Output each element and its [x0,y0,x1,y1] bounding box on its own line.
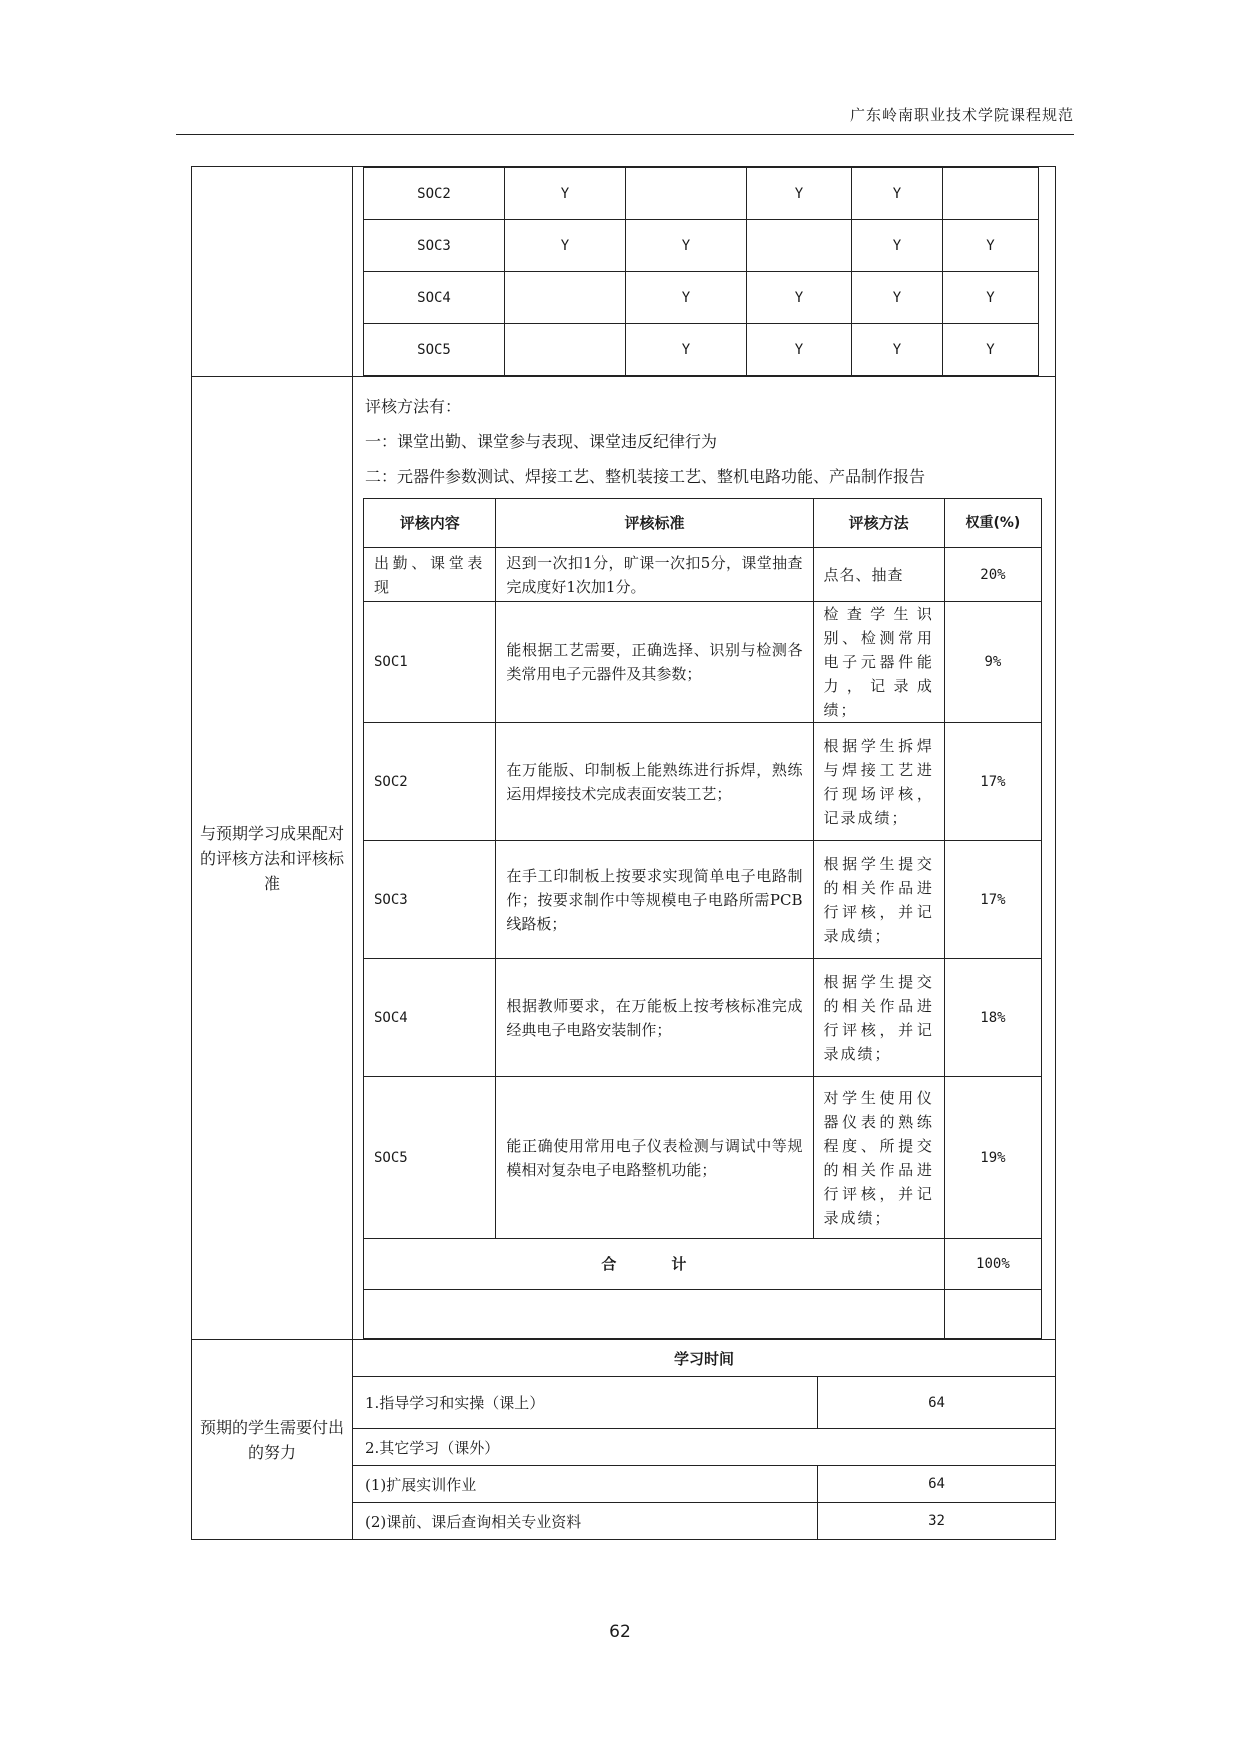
row-method: 根据学生拆焊与焊接工艺进行现场评核，记录成绩； [813,723,944,841]
effort-value: 32 [818,1503,1056,1540]
row-content: SOC2 [364,723,496,841]
method-2: 二：元器件参数测试、焊接工艺、整机装接工艺、整机电路功能、产品制作报告 [365,467,926,486]
row-weight: 17% [944,841,1041,959]
table-row [364,324,1039,376]
matrix-left-cell [192,167,353,376]
row-standard: 能根据工艺需要，正确选择、识别与检测各类常用电子元器件及其参数； [496,602,813,723]
total-value: 100% [944,1239,1041,1290]
table-row [353,1429,1055,1466]
row-method: 检查学生识别、检测常用电子元器件能力，记录成绩； [813,602,944,723]
effort-title: 学习时间 [673,1349,734,1368]
matrix-cell [505,272,626,324]
row-weight: 19% [944,1077,1041,1239]
row-method: 根据学生提交的相关作品进行评核，并记录成绩； [813,959,944,1077]
matrix-cell: Y [747,168,852,220]
row-method: 根据学生提交的相关作品进行评核，并记录成绩； [813,841,944,959]
matrix-cell: Y [943,324,1039,376]
matrix-cell: Y [626,220,747,272]
matrix-cell: Y [852,220,943,272]
row-standard: 能正确使用常用电子仪表检测与调试中等规模相对复杂电子电路整机功能； [496,1077,813,1239]
table-row [364,272,1039,324]
header-title: 广东岭南职业技术学院课程规范 [849,106,1074,124]
table-row [364,841,1042,959]
matrix-code: SOC3 [364,220,505,272]
header-standard: 评核标准 [496,499,813,548]
row-content: SOC3 [364,841,496,959]
header-rule [176,134,1074,135]
header-content: 评核内容 [364,499,496,548]
assessment-table [363,498,1042,1339]
table-row [364,1077,1042,1239]
matrix-cell: Y [626,272,747,324]
effort-section [192,1339,1055,1539]
row-weight: 9% [944,602,1041,723]
row-content: SOC4 [364,959,496,1077]
matrix-cell: Y [852,272,943,324]
table-row [364,168,1039,220]
total-row [364,1239,1042,1290]
assessment-methods [353,377,1055,498]
row-standard: 根据教师要求，在万能板上按考核标准完成经典电子电路安装制作； [496,959,813,1077]
course-spec-table [191,166,1056,1540]
table-row [353,1466,1055,1503]
matrix-cell [747,220,852,272]
matrix-section [192,167,1055,376]
matrix-cell: Y [626,324,747,376]
matrix-code: SOC4 [364,272,505,324]
matrix-cell: Y [505,168,626,220]
effort-title-row [353,1340,1055,1377]
effort-value: 64 [818,1377,1056,1429]
effort-table [353,1340,1055,1539]
row-standard: 在手工印制板上按要求实现简单电子电路制作；按要求制作中等规模电子电路所需PCB线路板； [496,841,813,959]
matrix-cell [943,168,1039,220]
header-weight: 权重(%) [944,499,1041,548]
matrix-code: SOC5 [364,324,505,376]
table-row [353,1377,1055,1429]
matrix-cell: Y [505,220,626,272]
outcome-matrix [363,167,1039,376]
table-row [364,723,1042,841]
header-method: 评核方法 [813,499,944,548]
row-weight: 18% [944,959,1041,1077]
table-row [353,1503,1055,1540]
effort-label: (1)扩展实训作业 [353,1466,818,1503]
table-header-row [364,499,1042,548]
row-weight: 20% [944,548,1041,602]
row-standard: 在万能版、印制板上能熟练进行拆焊，熟练运用焊接技术完成表面安装工艺； [496,723,813,841]
effort-label: 1.指导学习和实操（课上） [353,1377,818,1429]
matrix-cell: Y [943,220,1039,272]
matrix-cell [505,324,626,376]
effort-value: 64 [818,1466,1056,1503]
method-1: 一：课堂出勤、课堂参与表现、课堂违反纪律行为 [365,432,718,451]
matrix-code: SOC2 [364,168,505,220]
row-standard: 迟到一次扣1分，旷课一次扣5分，课堂抽查完成度好1次加1分。 [496,548,813,602]
page-number: 62 [609,1622,631,1642]
blank-row [364,1290,1042,1339]
effort-section-label: 预期的学生需要付出的努力 [192,1340,353,1539]
matrix-cell: Y [852,168,943,220]
assessment-section [192,376,1055,1339]
row-content: SOC5 [364,1077,496,1239]
row-method: 对学生使用仪器仪表的熟练程度、所提交的相关作品进行评核，并记录成绩； [813,1077,944,1239]
assessment-section-label: 与预期学习成果配对的评核方法和评核标准 [192,377,353,1339]
matrix-cell [626,168,747,220]
table-row [364,220,1039,272]
matrix-cell: Y [747,272,852,324]
total-label: 合 计 [364,1239,945,1290]
row-content: SOC1 [364,602,496,723]
matrix-cell: Y [747,324,852,376]
table-row [364,548,1042,602]
methods-intro: 评核方法有： [365,397,462,416]
row-weight: 17% [944,723,1041,841]
table-row [364,602,1042,723]
effort-label: (2)课前、课后查询相关专业资料 [353,1503,818,1540]
matrix-cell: Y [852,324,943,376]
row-content: 出勤、课堂表现 [364,548,496,602]
effort-label: 2.其它学习（课外） [353,1429,1055,1466]
row-method: 点名、抽查 [813,548,944,602]
table-row [364,959,1042,1077]
matrix-cell: Y [943,272,1039,324]
